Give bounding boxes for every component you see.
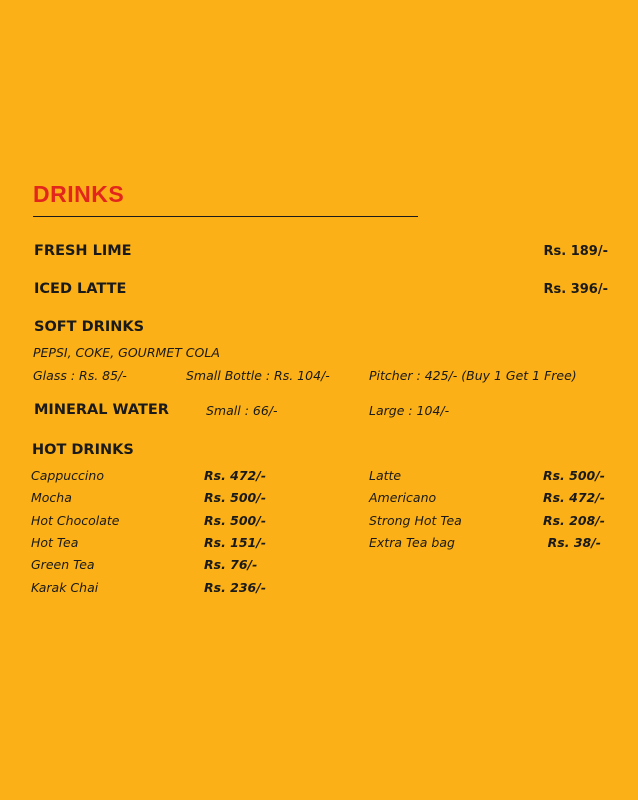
hot-drink-price: Rs. 472/- — [204, 468, 267, 483]
hot-drink-price: Rs. 38/- — [547, 535, 601, 550]
hot-drink-name: Latte — [369, 468, 402, 483]
hot-drink-name: Karak Chai — [31, 580, 99, 595]
mineral-water-small: Small : 66/- — [206, 403, 278, 418]
soft-drinks-heading: SOFT DRINKS — [34, 319, 145, 335]
mineral-water-large: Large : 104/- — [369, 403, 450, 418]
hot-drink-price: Rs. 500/- — [204, 513, 267, 528]
hot-drink-price: Rs. 236/- — [204, 580, 267, 595]
iced-latte-name: ICED LATTE — [34, 281, 127, 297]
soft-drinks-pitcher: Pitcher : 425/- (Buy 1 Get 1 Free) — [369, 368, 577, 383]
iced-latte-price: Rs. 396/- — [543, 282, 608, 297]
hot-drink-name: Americano — [369, 490, 437, 505]
fresh-lime-price: Rs. 189/- — [543, 244, 608, 259]
mineral-water-heading: MINERAL WATER — [34, 402, 169, 418]
hot-drink-name: Cappuccino — [31, 468, 104, 483]
hot-drink-price: Rs. 208/- — [542, 513, 605, 528]
hot-drink-price: Rs. 76/- — [204, 557, 258, 572]
hot-drink-price: Rs. 500/- — [204, 490, 267, 505]
hot-drink-name: Extra Tea bag — [369, 535, 455, 550]
soft-drinks-varieties: PEPSI, COKE, GOURMET COLA — [33, 345, 220, 360]
hot-drink-name: Green Tea — [31, 557, 95, 572]
hot-drink-price: Rs. 500/- — [542, 468, 605, 483]
title-underline — [33, 216, 418, 217]
hot-drink-price: Rs. 472/- — [542, 490, 605, 505]
hot-drink-name: Mocha — [31, 490, 72, 505]
hot-drink-name: Hot Chocolate — [31, 513, 120, 528]
hot-drinks-heading: HOT DRINKS — [32, 442, 134, 458]
hot-drink-name: Strong Hot Tea — [369, 513, 462, 528]
section-title: DRINKS — [33, 181, 125, 207]
fresh-lime-name: FRESH LIME — [34, 243, 132, 259]
hot-drink-price: Rs. 151/- — [204, 535, 267, 550]
soft-drinks-small-bottle: Small Bottle : Rs. 104/- — [186, 368, 330, 383]
soft-drinks-glass: Glass : Rs. 85/- — [33, 368, 127, 383]
hot-drink-name: Hot Tea — [31, 535, 79, 550]
